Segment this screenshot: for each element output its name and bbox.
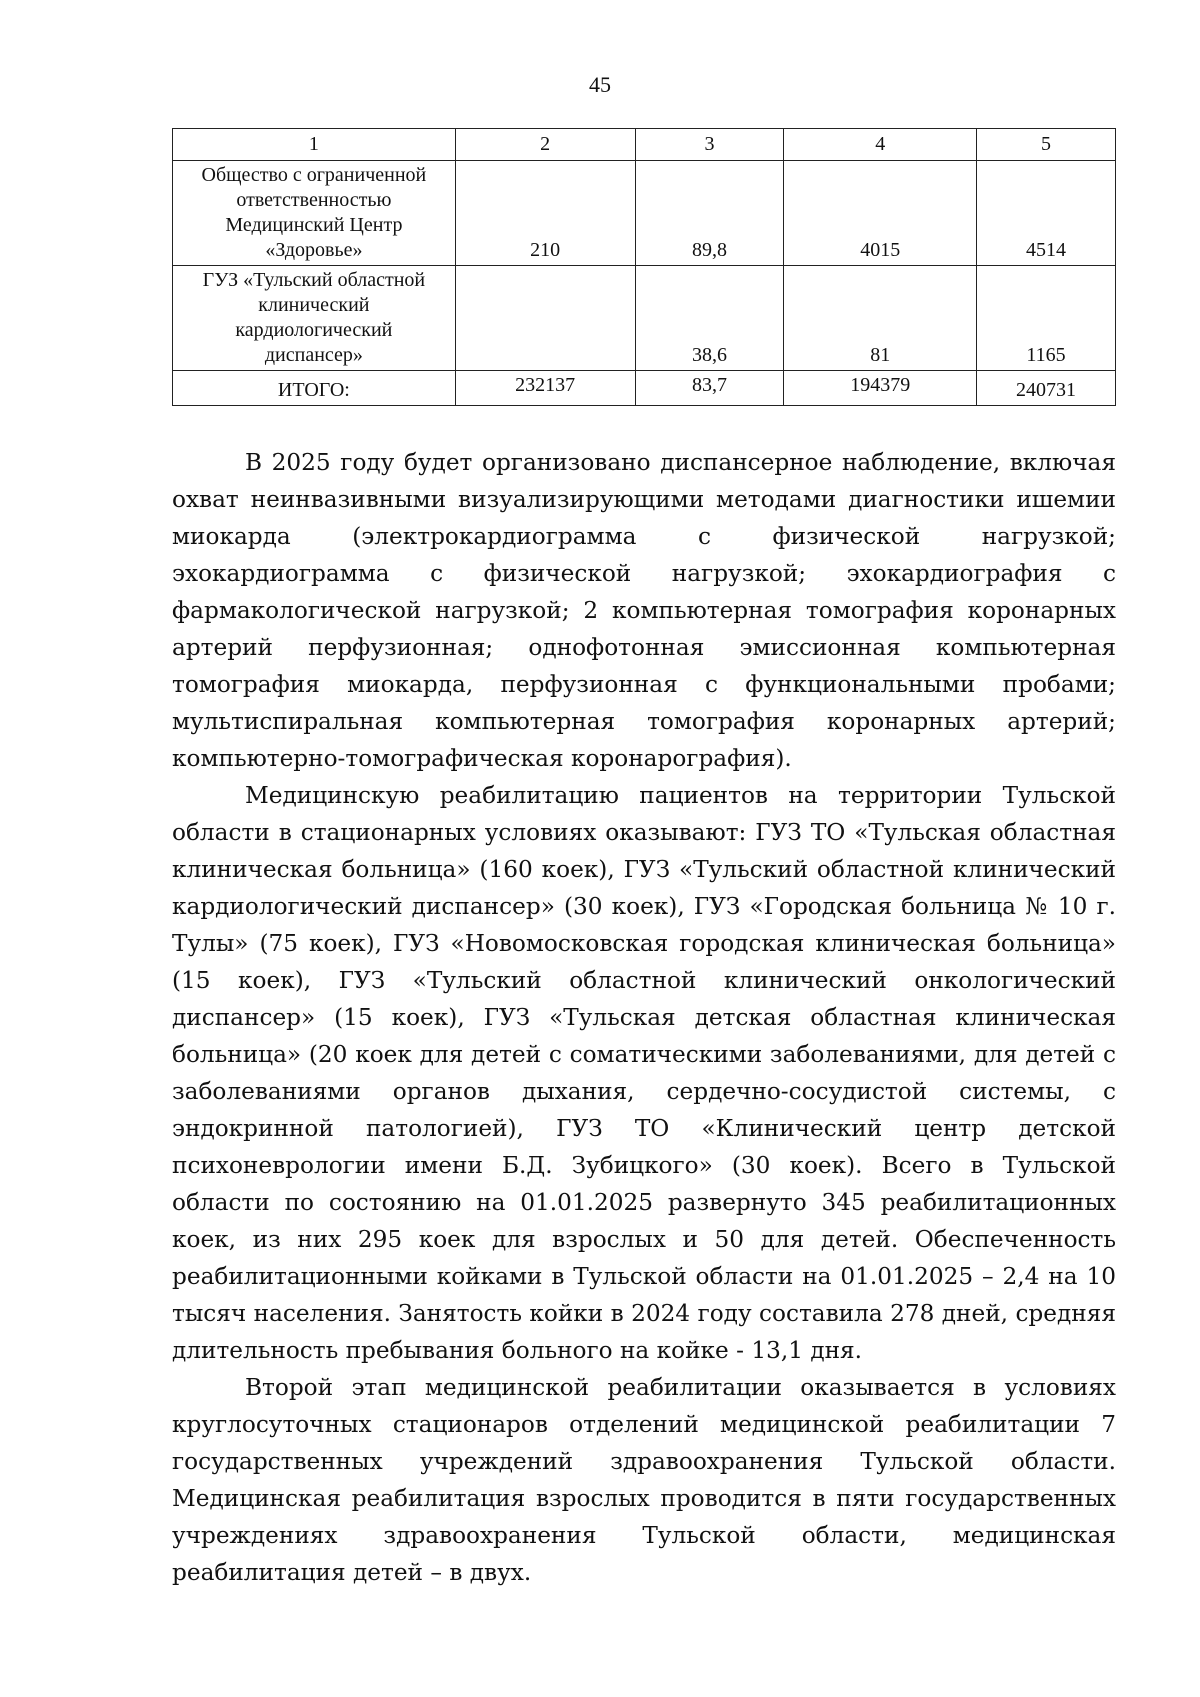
total-cell: 83,7 [635,371,784,406]
page-number: 45 [589,72,611,97]
table-row [173,161,1116,266]
organization-name-cell [173,266,456,371]
paragraph: Второй этап медицинской реабилитации оказывается в условиях круглосуточных стационаров отделений медицинской реабилитации 7 государственных учреждений здравоохранения Тульской области. Медицинская реабилитация взрослых проводится в пяти государственных учреждениях здравоохранения Тульской области, медицинская реабилитация детей – в двух. [172,1374,1116,1586]
organization-name-line: «Здоровье» [265,239,363,261]
organization-name-line: Общество с ограниченной [201,164,427,186]
total-cell: 232137 [455,371,635,406]
organization-name-line: диспансер» [264,344,363,366]
table-header-row [173,129,1116,161]
table-cell: 4015 [784,161,977,266]
table-cell: 89,8 [635,161,784,266]
organization-name-line: клинический [258,294,370,316]
total-cell: 194379 [784,371,977,406]
table-header-cell: 5 [977,129,1116,161]
total-cell: 240731 [977,371,1116,406]
organization-name-line: ГУЗ «Тульский областной [202,269,426,291]
paragraph: В 2025 году будет организовано диспансерное наблюдение, включая охват неинвазивными визуализирующими методами диагностики ишемии миокарда (электрокардиограмма с физической нагрузкой; эхокардиограмма с физической нагрузкой; эхокардиография с фармакологической нагрузкой; 2 компьютерная томография коронарных артерий перфузионная; однофотонная эмиссионная компьютерная томография миокарда, перфузионная с функциональными пробами; мультиспиральная компьютерная томография коронарных артерий; компьютерно-томографическая коронарография). [172,449,1116,772]
table-cell: 81 [784,266,977,371]
table-cell [455,266,635,371]
table-row [173,266,1116,371]
body-text [172,444,1116,1591]
organization-name-line: кардиологический [235,319,393,341]
organization-name-cell [173,161,456,266]
table-header-cell: 1 [173,129,456,161]
total-label: ИТОГО: [173,371,456,406]
table-cell: 1165 [977,266,1116,371]
table-cell: 210 [455,161,635,266]
table-total-row [173,371,1116,406]
organization-name-line: Медицинский Центр [225,214,403,236]
organization-name-line: ответственностью [236,189,392,211]
table-header-cell: 4 [784,129,977,161]
data-table [172,128,1116,406]
paragraph: Медицинскую реабилитацию пациентов на территории Тульской области в стационарных условиях оказывают: ГУЗ ТО «Тульская областная клиническая больница» (160 коек), ГУЗ «Тульский областной клинический кардиологический диспансер» (30 коек), ГУЗ «Городская больница № 10 г. Тулы» (75 коек), ГУЗ «Новомосковская городская клиническая больница» (15 коек), ГУЗ «Тульский областной клинический онкологический диспансер» (15 коек), ГУЗ «Тульская детская областная клиническая больница» (20 коек для детей с соматическими заболеваниями, для детей с заболеваниями органов дыхания, сердечно-сосудистой системы, с эндокринной патологией), ГУЗ ТО «Клинический центр детской психоневрологии имени Б.Д. Зубицкого» (30 коек). Всего в Тульской области по состоянию на 01.01.2025 развернуто 345 реабилитационных коек, из них 295 коек для взрослых и 50 для детей. Обеспеченность реабилитационными койками в Тульской области на 01.01.2025 – 2,4 на 10 тысяч населения. Занятость койки в 2024 году составила 278 дней, средняя длительность пребывания больного на койке - 13,1 дня. [172,782,1116,1364]
table-cell: 38,6 [635,266,784,371]
table-header-cell: 2 [455,129,635,161]
table-cell: 4514 [977,161,1116,266]
table-header-cell: 3 [635,129,784,161]
